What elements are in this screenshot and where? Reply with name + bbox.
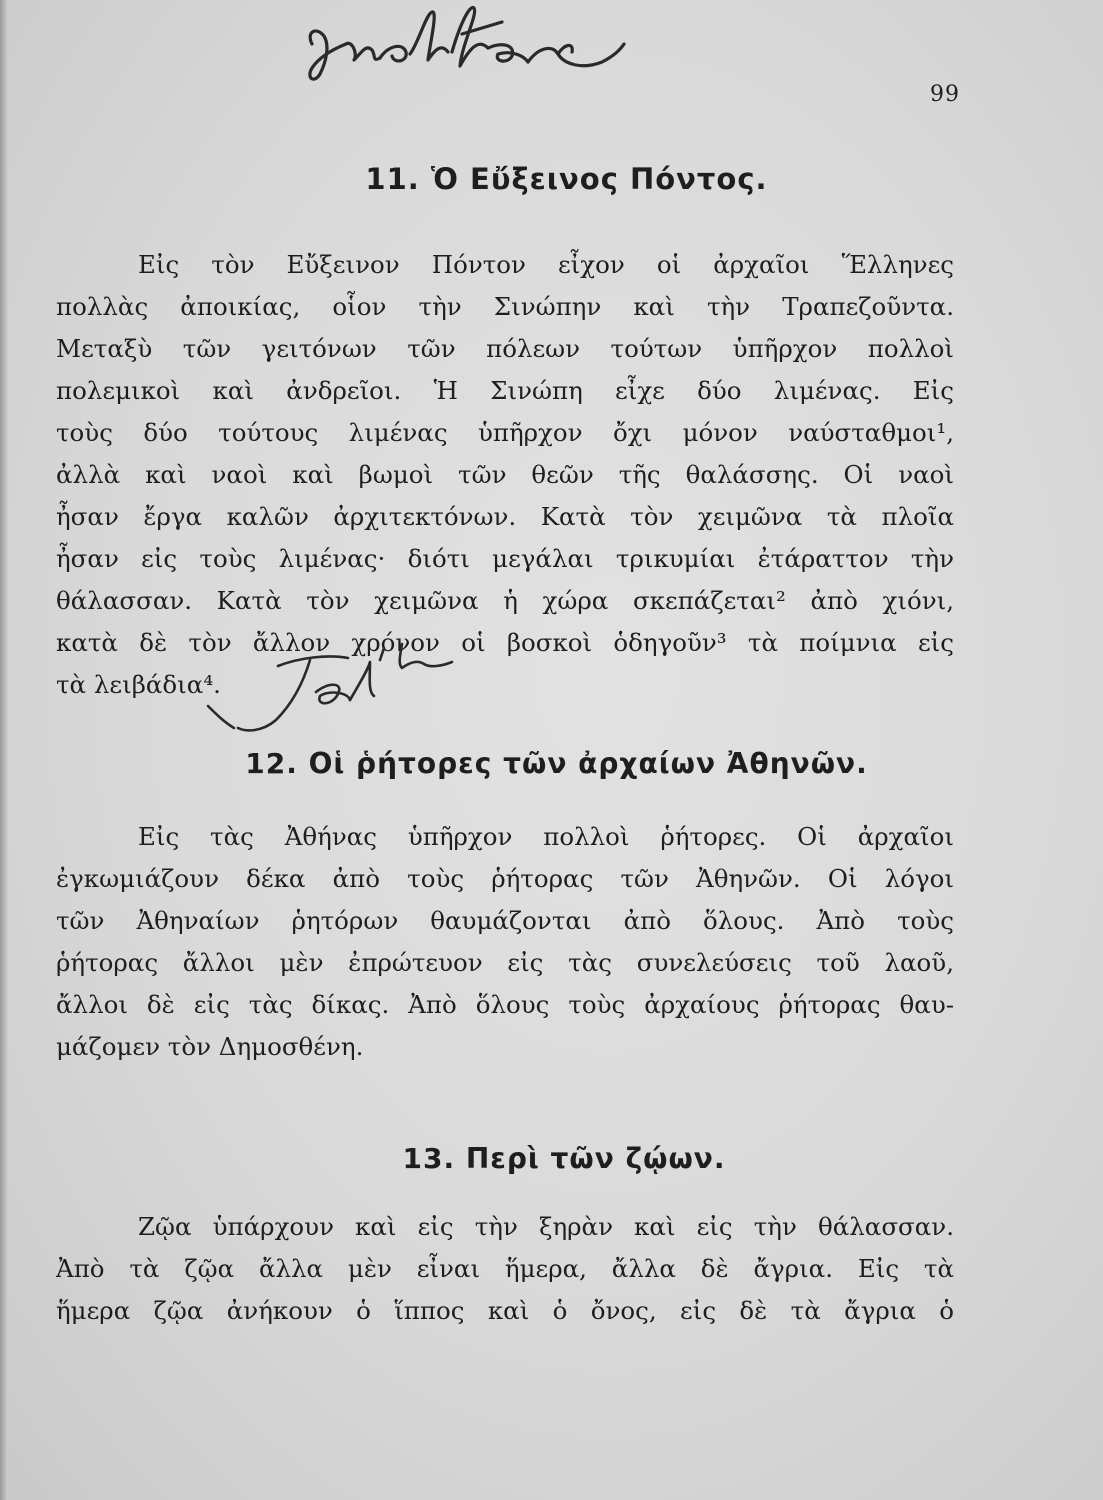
text-line: ἦσαν εἰς τοὺς λιμένας· διότι μεγάλαι τρικυμίαι ἐτάραττον τὴν bbox=[56, 544, 954, 573]
text-line: ἀλλὰ καὶ ναοὶ καὶ βωμοὶ τῶν θεῶν τῆς θαλάσσης. Οἱ ναοὶ bbox=[56, 460, 954, 489]
text-line: ῥήτορας ἄλλοι μὲν ἐπρώτευον εἰς τὰς συνελεύσεις τοῦ λαοῦ, bbox=[56, 948, 954, 977]
text-line: κατὰ δὲ τὸν ἄλλον χρόνον οἱ βοσκοὶ ὁδηγοῦν³ τὰ ποίμνια εἰς bbox=[56, 628, 954, 657]
text-line: Εἰς τὰς Ἀθήνας ὑπῆρχον πολλοὶ ῥήτορες. Οἱ ἀρχαῖοι bbox=[138, 822, 954, 851]
text-line: ἥμερα ζῷα ἀνήκουν ὁ ἵππος καὶ ὁ ὄνος, εἰς δὲ τὰ ἄγρια ὁ bbox=[56, 1296, 954, 1325]
text-line: ἄλλοι δὲ εἰς τὰς δίκας. Ἀπὸ ὅλους τοὺς ἀρχαίους ῥήτορας θαυ- bbox=[56, 990, 954, 1019]
section-heading-12: 12. Οἱ ῥήτορες τῶν ἀρχαίων Ἀθηνῶν. bbox=[245, 747, 868, 780]
text-line: ἐγκωμιάζουν δέκα ἀπὸ τοὺς ῥήτορας τῶν Ἀθηνῶν. Οἱ λόγοι bbox=[56, 864, 954, 893]
text-line: θάλασσαν. Κατὰ τὸν χειμῶνα ἡ χώρα σκεπάζεται² ἀπὸ χιόνι, bbox=[56, 586, 954, 615]
text-line: Μεταξὺ τῶν γειτόνων τῶν πόλεων τούτων ὑπῆρχον πολλοὶ bbox=[56, 334, 954, 363]
text-line: Ζῷα ὑπάρχουν καὶ εἰς τὴν ξηρὰν καὶ εἰς τὴν θάλασσαν. bbox=[138, 1212, 954, 1241]
section-heading-13: 13. Περὶ τῶν ζῴων. bbox=[402, 1142, 726, 1175]
section-11-paragraph bbox=[56, 244, 954, 706]
text-line: τῶν Ἀθηναίων ῥητόρων θαυμάζονται ἀπὸ ὅλους. Ἀπὸ τοὺς bbox=[56, 906, 954, 935]
text-line: Εἰς τὸν Εὔξεινον Πόντον εἶχον οἱ ἀρχαῖοι Ἕλληνες bbox=[138, 250, 954, 279]
section-heading-11: 11. Ὁ Εὔξεινος Πόντος. bbox=[365, 162, 768, 196]
text-line: ἦσαν ἔργα καλῶν ἀρχιτεκτόνων. Κατὰ τὸν χειμῶνα τὰ πλοῖα bbox=[56, 502, 954, 531]
handwritten-signature-top bbox=[302, 4, 632, 89]
text-line: τὰ λειβάδια⁴. bbox=[56, 670, 221, 699]
text-line: τοὺς δύο τούτους λιμένας ὑπῆρχον ὄχι μόνον ναύσταθμοι¹, bbox=[56, 418, 954, 447]
text-line: Ἀπὸ τὰ ζῷα ἄλλα μὲν εἶναι ἥμερα, ἄλλα δὲ ἄγρια. Εἰς τὰ bbox=[56, 1254, 954, 1283]
text-line: μάζομεν τὸν Δημοσθένη. bbox=[56, 1032, 364, 1061]
handwritten-signature-mid bbox=[198, 636, 460, 736]
page-number: 99 bbox=[930, 82, 960, 107]
text-line: πολλὰς ἀποικίας, οἷον τὴν Σινώπην καὶ τὴν Τραπεζοῦντα. bbox=[56, 292, 954, 321]
section-13-paragraph bbox=[56, 1206, 954, 1332]
text-line: πολεμικοὶ καὶ ἀνδρεῖοι. Ἡ Σινώπη εἶχε δύο λιμένας. Εἰς bbox=[56, 376, 954, 405]
section-12-paragraph bbox=[56, 816, 954, 1068]
